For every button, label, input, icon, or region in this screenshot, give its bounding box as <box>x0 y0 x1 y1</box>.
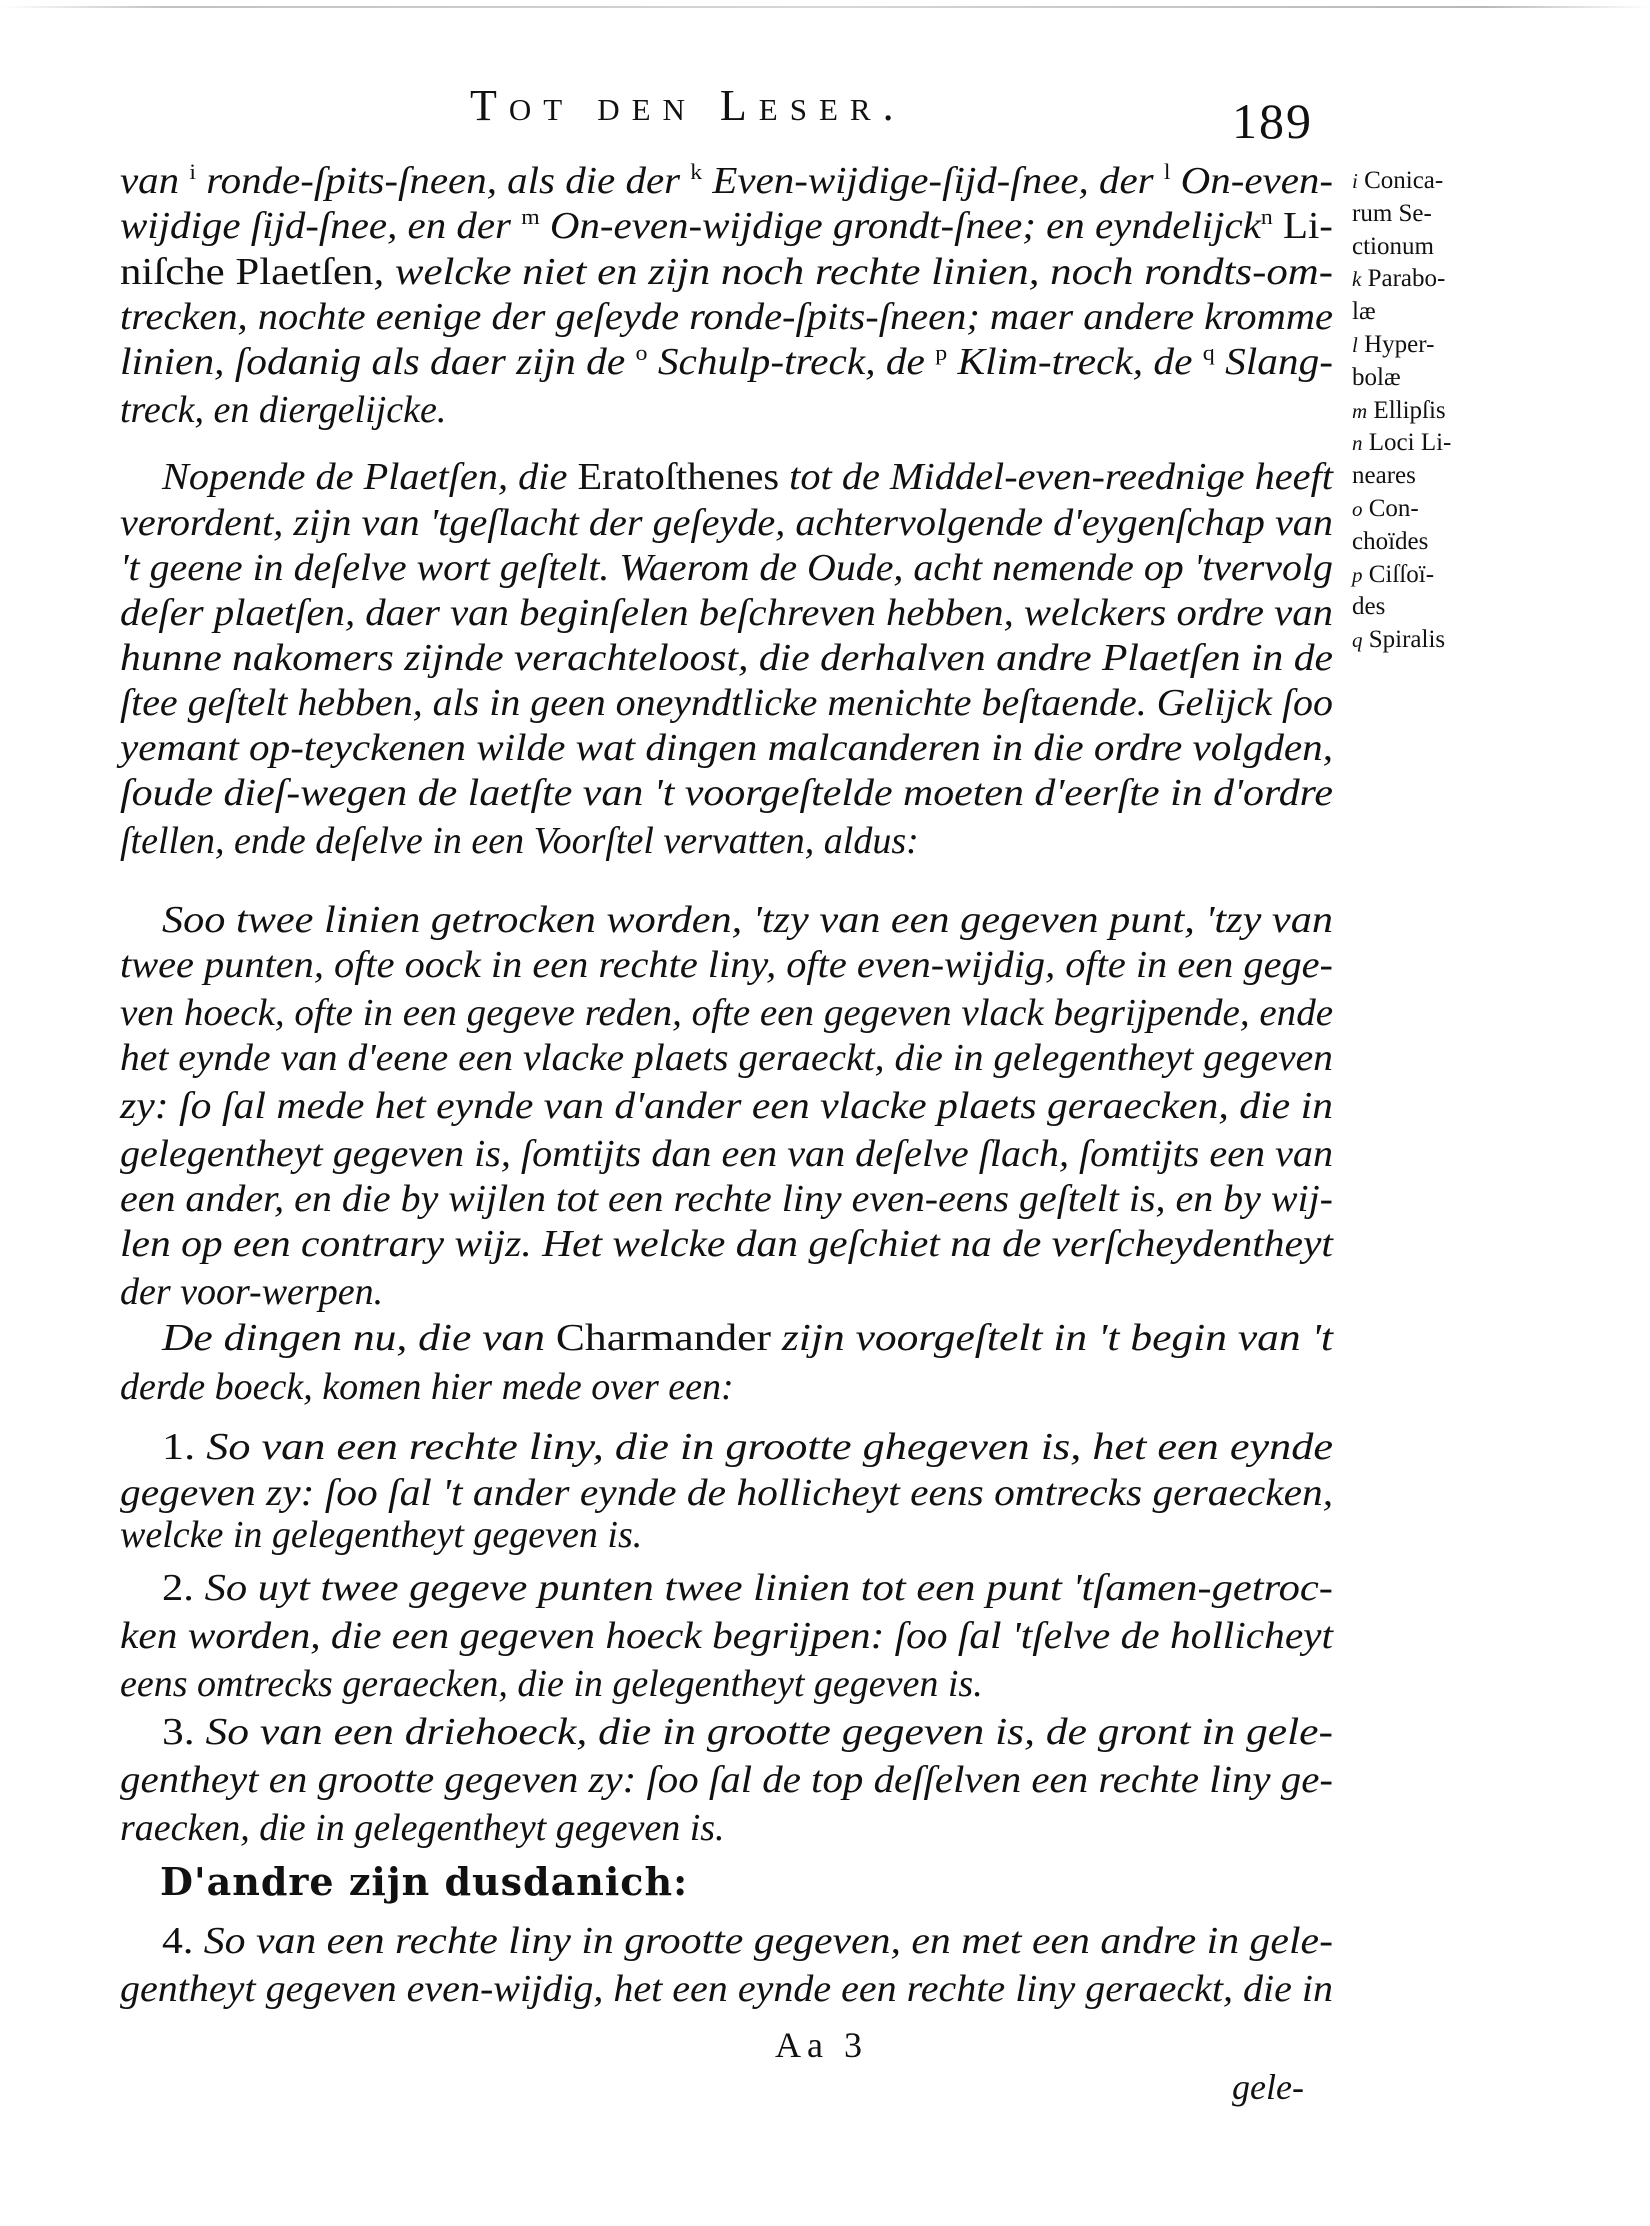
note-marker: l <box>1163 159 1171 184</box>
running-header: Tot den Leser. <box>470 81 906 130</box>
page-number: 189 <box>1232 93 1313 149</box>
text-run: een ander, en die by wijlen tot een rechte liny even-eens geſtelt is, en by wij- <box>120 1178 1333 1220</box>
text-run: On-even- <box>1170 160 1333 202</box>
text-line <box>120 1362 734 1412</box>
text-line <box>120 1659 983 1709</box>
text-line <box>120 292 1333 342</box>
text-run: ken worden, die een gegeven hoeck begrijpen: ſoo ſal 'tſelve de hollicheyt <box>120 1615 1334 1657</box>
text-line <box>120 816 919 866</box>
signature-mark: Aa 3 <box>775 2025 868 2065</box>
text-run: So uyt twee gegeve punten twee linien tot een punt 'tſamen-getroc- <box>193 1567 1333 1609</box>
text-run: eens omtrecks geraecken, die in gelegentheyt gegeven is. <box>120 1663 983 1705</box>
margin-note-text: Parabo- <box>1367 265 1446 293</box>
margin-note-line <box>1352 591 1451 624</box>
text-line <box>120 201 1333 251</box>
text-line <box>162 1916 1333 1966</box>
margin-note-line <box>1352 362 1451 395</box>
text-line <box>120 247 1333 297</box>
margin-note-line <box>1352 165 1451 198</box>
margin-note-text: Con- <box>1368 494 1419 522</box>
section-heading <box>160 1857 688 1907</box>
text-run: ven hoeck, ofte in een gegeve reden, ofte een gegeven vlack begrijpende, ende <box>120 992 1334 1034</box>
text-run: welcke in gelegentheyt gegeven is. <box>120 1514 643 1556</box>
margin-note-text: Ellipſis <box>1373 396 1446 424</box>
margin-note-line <box>1352 493 1451 526</box>
catchword: gele- <box>1232 2067 1304 2107</box>
text-run: , welcke niet en zijn noch rechte linien, noch rondts-om- <box>373 251 1334 293</box>
text-line <box>120 678 1333 728</box>
text-line <box>120 543 1333 593</box>
margin-note-line <box>1352 296 1451 329</box>
text-line <box>120 768 1333 818</box>
text-run: Schulp-treck, de <box>647 341 936 383</box>
text-run: So van een rechte liny in grootte gegeven, en met een andre in gele- <box>193 1920 1334 1962</box>
margin-note-key: k <box>1352 267 1362 292</box>
note-marker: m <box>521 204 540 229</box>
text-line <box>120 1219 1333 1269</box>
text-run: gegeven zy: ſoo ſal 't ander eynde de hollicheyt eens omtrecks geraecken, <box>120 1472 1334 1514</box>
text-run: ſtee geſtelt hebben, als in geen oneyndtlicke menichte beſtaende. Gelijck ſoo <box>120 682 1333 724</box>
text-run: So van een driehoeck, die in grootte gegeven is, de gront in gele- <box>194 1711 1333 1753</box>
text-line <box>120 385 446 435</box>
margin-note-line <box>1352 559 1451 592</box>
roman-run: 2. <box>162 1567 194 1609</box>
text-line <box>120 988 1333 1038</box>
text-run: linien, ſodanig als daer zijn de <box>120 341 636 383</box>
margin-note-text: Hyper- <box>1364 330 1435 358</box>
text-line <box>120 940 1333 990</box>
text-run: Slang- <box>1214 341 1334 383</box>
text-line <box>120 1081 1333 1131</box>
note-marker: i <box>189 159 196 184</box>
margin-note-line <box>1352 526 1451 559</box>
note-marker: n <box>1260 204 1273 229</box>
roman-run: 3. <box>162 1711 195 1753</box>
margin-note-key: o <box>1352 496 1363 521</box>
margin-note-text: choïdes <box>1352 527 1429 555</box>
margin-note-line <box>1352 329 1451 362</box>
text-run: Klim-treck, de <box>947 341 1203 383</box>
text-line <box>120 1964 1333 2014</box>
text-run: Soo twee linien getrocken worden, 'tzy van een gegeven punt, 'tzy van <box>162 899 1333 941</box>
roman-run: Li- <box>1272 205 1333 247</box>
margin-note-text: Spiralis <box>1368 626 1446 654</box>
margin-note-text: neares <box>1352 462 1416 490</box>
margin-notes <box>1352 165 1451 657</box>
margin-note-text: læ <box>1352 298 1376 326</box>
note-marker: k <box>690 159 703 184</box>
text-run: ſoude dieſ-wegen de laetſte van 't voorgeſtelde moeten d'eerſte in d'ordre <box>120 772 1333 814</box>
text-line <box>120 1755 1333 1805</box>
note-marker: q <box>1202 340 1215 365</box>
text-run: gelegentheyt gegeven is, ſomtijts dan een van deſelve ſlach, ſomtijts een van <box>120 1133 1334 1175</box>
margin-note-text: Conica- <box>1364 167 1444 194</box>
roman-run: 1. <box>162 1426 196 1468</box>
text-line <box>162 452 1333 502</box>
text-run: treck, en diergelijcke. <box>120 389 447 431</box>
margin-note-text: bolæ <box>1352 363 1401 391</box>
roman-run: niſche Plaetſen <box>120 251 374 293</box>
margin-note-line <box>1352 395 1451 428</box>
text-run: trecken, nochte eenige der geſeyde ronde-ſpits-ſneen; maer andere kromme <box>120 296 1334 338</box>
text-run: So van een rechte liny, die in grootte ghegeven is, het een eynde <box>195 1426 1334 1468</box>
roman-run: Charmander <box>555 1317 771 1359</box>
scan-edge <box>0 6 1650 8</box>
margin-note-line <box>1352 460 1451 493</box>
text-line <box>162 1313 1333 1363</box>
text-run: der voor-werpen. <box>120 1271 384 1313</box>
text-line <box>120 498 1333 548</box>
text-line <box>162 895 1333 945</box>
text-run: len op een contrary wijz. Het welcke dan geſchiet na de verſcheydentheyt <box>120 1223 1333 1265</box>
text-line <box>120 156 1333 206</box>
text-run: zy: ſo ſal mede het eynde van d'ander een vlacke plaets geraecken, die in <box>120 1085 1334 1127</box>
text-line <box>162 1563 1333 1613</box>
text-run: raecken, die in gelegentheyt gegeven is. <box>120 1807 725 1849</box>
text-line <box>162 1707 1333 1757</box>
text-line <box>120 1803 725 1853</box>
margin-note-text: Ciſſoï- <box>1368 560 1435 588</box>
margin-note-key: p <box>1352 562 1363 587</box>
margin-note-line <box>1352 263 1451 296</box>
text-run: gentheyt en grootte gegeven zy: ſoo ſal de top deſſelven een rechte liny ge- <box>120 1759 1334 1801</box>
text-line <box>120 1033 1333 1083</box>
roman-run: 4. <box>162 1920 194 1962</box>
text-line <box>162 1422 1333 1472</box>
roman-run: Eratoſthenes <box>577 456 780 498</box>
margin-note-key: m <box>1352 398 1368 423</box>
text-run: derde boeck, komen hier mede over een: <box>120 1366 734 1408</box>
text-run: De dingen nu, die van <box>162 1317 556 1359</box>
text-run: het eynde van d'eene een vlacke plaets geraeckt, die in gelegentheyt gegeven <box>120 1037 1333 1079</box>
margin-note-text: Loci Li- <box>1368 429 1452 457</box>
text-run: gentheyt gegeven even-wijdig, het een eynde een rechte liny geraeckt, die in <box>120 1968 1334 2010</box>
text-line <box>120 1611 1333 1661</box>
text-run: verordent, zijn van 'tgeſlacht der geſeyde, achtervolgende d'eygenſchap van <box>120 502 1333 544</box>
text-run: Nopende de Plaetſen, die <box>162 456 578 498</box>
margin-note-key: n <box>1352 431 1363 456</box>
text-line <box>120 588 1333 638</box>
text-line <box>120 1174 1333 1224</box>
text-run: ſtellen, ende deſelve in een Voorſtel vervatten, aldus: <box>120 820 919 862</box>
text-run: tot de Middel-even-reednige heeft <box>779 456 1333 498</box>
text-run: deſer plaetſen, daer van beginſelen beſchreven hebben, welckers ordre van <box>120 592 1333 634</box>
text-run: twee punten, ofte oock in een rechte liny, ofte even-wijdig, ofte in een gege- <box>120 944 1334 986</box>
text-run: Even-wijdige-ſijd-ſnee, der <box>702 160 1164 202</box>
margin-note-line <box>1352 427 1451 460</box>
margin-note-text: ctionum <box>1352 232 1434 260</box>
text-run: yemant op-teyckenen wilde wat dingen malcanderen in die ordre volgden, <box>120 727 1334 769</box>
margin-note-text: des <box>1352 593 1386 621</box>
margin-note-key: l <box>1352 332 1358 357</box>
text-run: hunne nakomers zijnde verachteloost, die derhalven andre Plaetſen in de <box>120 637 1334 679</box>
text-run: 't geene in deſelve wort geſtelt. Waerom de Oude, acht nemende op 'tvervolg <box>120 547 1333 589</box>
margin-note-key: i <box>1352 169 1358 193</box>
margin-note-text: rum Se- <box>1352 199 1432 227</box>
margin-note-line <box>1352 624 1451 657</box>
note-marker: o <box>635 340 648 365</box>
note-marker: p <box>935 340 948 365</box>
text-run: van <box>120 160 190 202</box>
text-run: On-even-wijdige grondt-ſnee; en eyndelijck <box>539 205 1261 247</box>
text-run: ronde-ſpits-ſneen, als die der <box>195 160 691 202</box>
text-run: zijn voorgeſtelt in 't begin van 't <box>770 1317 1333 1359</box>
margin-note-line <box>1352 231 1451 264</box>
text-run: wijdige ſijd-ſnee, en der <box>120 205 522 247</box>
text-line <box>120 1267 383 1317</box>
text-line <box>120 1510 642 1560</box>
text-line <box>120 633 1333 683</box>
text-run: D'andre zijn dusdanich: <box>160 1859 689 1904</box>
margin-note-key: q <box>1352 628 1363 653</box>
text-line <box>120 1129 1333 1179</box>
text-line <box>120 337 1333 387</box>
margin-note-line <box>1352 198 1451 231</box>
text-line <box>120 723 1333 773</box>
